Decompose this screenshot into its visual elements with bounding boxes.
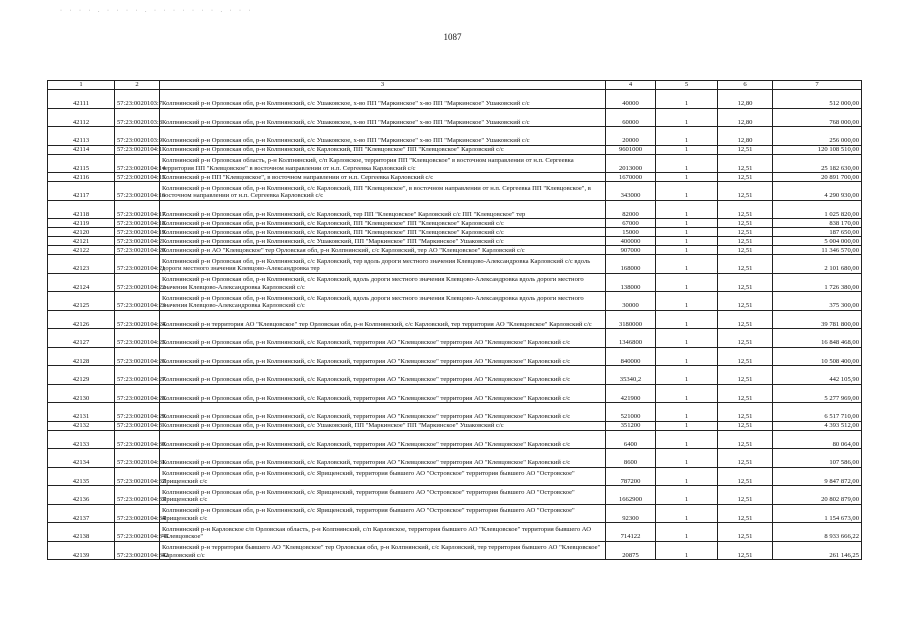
cadastral-cost: 375 300,00 (773, 292, 862, 311)
row-number: 42113 (48, 127, 115, 146)
share-value: 1 (656, 154, 718, 173)
share-value: 1 (656, 90, 718, 109)
row-number: 42119 (48, 219, 115, 228)
row-number: 42126 (48, 310, 115, 329)
cadastral-cost: 39 781 800,00 (773, 310, 862, 329)
row-number: 42117 (48, 182, 115, 201)
table-row (48, 273, 862, 292)
rate-value: 12,80 (718, 90, 773, 109)
area-value: 714122 (606, 523, 656, 542)
address: Колпнянский р-н Орловская обл, р-н Колпнянский, с/с Карловский, ПП "Клевцовское" ПП "Клевцовское" Карловский с/с (160, 219, 606, 228)
share-value: 1 (656, 237, 718, 246)
share-value: 1 (656, 182, 718, 201)
rate-value: 12,51 (718, 255, 773, 274)
area-value: 3180000 (606, 310, 656, 329)
cadastral-number: 57:23:0020104:19 (115, 228, 160, 237)
row-number: 42111 (48, 90, 115, 109)
col-header-2: 2 (115, 81, 160, 90)
scan-artifacts: · · · · . · · · · . · · · · · · · . · · · (60, 8, 254, 14)
address: Колпнянский р-н Орловская обл, р-н Колпнянский, с/с Карловский, ПП "Клевцовское", в восточном направлении от н.п. Сергеевка ПП "Клевцовское", в восточном направлении от н.п. Сергеевка Карловский с/с (160, 182, 606, 201)
row-number: 42128 (48, 347, 115, 366)
area-value: 400000 (606, 237, 656, 246)
row-number: 42118 (48, 200, 115, 219)
cadastral-cost: 261 146,25 (773, 541, 862, 560)
share-value: 1 (656, 347, 718, 366)
rate-value: 12,51 (718, 486, 773, 505)
share-value: 1 (656, 246, 718, 255)
table-row (48, 292, 862, 311)
area-value: 9601000 (606, 145, 656, 154)
cadastral-cost: 1 726 380,00 (773, 273, 862, 292)
table-row (48, 329, 862, 348)
rate-value: 12,51 (718, 200, 773, 219)
col-header-3: 3 (160, 81, 606, 90)
cadastral-cost: 20 802 879,00 (773, 486, 862, 505)
land-register-table (47, 80, 862, 560)
address: Колпнянский р-н Орловская обл, р-н Колпнянский, с/с Ярищенский, территория бывшего АО "Островское" территория бывшего АО "Островское" Ярищенский с/с (160, 467, 606, 486)
cadastral-cost: 4 393 512,00 (773, 421, 862, 430)
table-row (48, 347, 862, 366)
rate-value: 12,51 (718, 173, 773, 182)
cadastral-cost: 5 277 969,00 (773, 384, 862, 403)
address: Колпнянский р-н Орловская обл, р-н Колпнянский, с/с Карловский, территория АО "Клевцовское" территория АО "Клевцовское" Карловский с/с (160, 430, 606, 449)
cadastral-number: 57:23:0020104:342 (115, 541, 160, 560)
share-value: 1 (656, 449, 718, 468)
share-value: 1 (656, 108, 718, 127)
rate-value: 12,51 (718, 182, 773, 201)
table-row (48, 237, 862, 246)
address: Колпнянский р-н территория бывшего АО "Клевцовское" тер Орловская обл, р-н Колпнянский, с/с Карловский, тер территория бывшего АО "Клевцовское" Карловский с/с (160, 541, 606, 560)
share-value: 1 (656, 200, 718, 219)
rate-value: 12,51 (718, 541, 773, 560)
cadastral-cost: 10 508 400,00 (773, 347, 862, 366)
address: Колпнянский р-н ПП "Клевцовское", в восточном направлении от н.п. Сергеевка Карловский с/с (160, 173, 606, 182)
cadastral-cost: 107 586,00 (773, 449, 862, 468)
cadastral-cost: 1 025 820,00 (773, 200, 862, 219)
rate-value: 12,51 (718, 384, 773, 403)
area-value: 907000 (606, 246, 656, 255)
share-value: 1 (656, 292, 718, 311)
area-value: 20000 (606, 127, 656, 146)
col-header-5: 5 (656, 81, 718, 90)
share-value: 1 (656, 384, 718, 403)
table-row (48, 449, 862, 468)
address: Колпнянский р-н Орловская обл, р-н Колпнянский, с/с Ярищенский, территория бывшего АО "Островское" территория бывшего АО "Островское" Ярищенский с/с (160, 486, 606, 505)
cadastral-number: 57:23:0020104:34 (115, 504, 160, 523)
address: Колпнянский р-н Орловская обл, р-н Колпнянский, с/с Карловский, территория АО "Клевцовское" территория АО "Клевцовское" Карловский с/с (160, 384, 606, 403)
row-number: 42137 (48, 504, 115, 523)
address: Колпнянский р-н Орловская обл, р-н Колпнянский, с/с Карловский, территория АО "Клевцовское" территория АО "Клевцовское" Карловский с/с (160, 329, 606, 348)
cadastral-number: 57:23:0020104:23 (115, 292, 160, 311)
rate-value: 12,80 (718, 127, 773, 146)
address: Колпнянский р-н Орловская обл, р-н Колпнянский, с/с Карловский, ПП "Клевцовское" ПП "Клевцовское" Карловский с/с (160, 228, 606, 237)
cadastral-cost: 1 154 673,00 (773, 504, 862, 523)
share-value: 1 (656, 219, 718, 228)
row-number: 42122 (48, 246, 115, 255)
row-number: 42131 (48, 403, 115, 422)
area-value: 67000 (606, 219, 656, 228)
cadastral-cost: 838 170,00 (773, 219, 862, 228)
address: Колпнянский р-н АО "Клевцовское" тер Орловская обл, р-н Колпнянский, с/с Карловский, тер АО "Клевцовское" Карловский с/с (160, 246, 606, 255)
rate-value: 12,51 (718, 403, 773, 422)
cadastral-number: 57:23:0020104:26 (115, 347, 160, 366)
cadastral-number: 57:23:0020104:18 (115, 219, 160, 228)
table-row (48, 504, 862, 523)
address: Колпнянский р-н Орловская обл, р-н Колпнянский, с/с Карловский, тер вдоль дороги местного значения Клевцово-Александровка Карловский с/с вдоль дороги местного значения Клевцово-Александровка тер (160, 255, 606, 274)
cadastral-number: 57:23:0020104:2 (115, 237, 160, 246)
share-value: 1 (656, 310, 718, 329)
row-number: 42135 (48, 467, 115, 486)
cadastral-number: 57:23:0020104:20 (115, 246, 160, 255)
share-value: 1 (656, 504, 718, 523)
rate-value: 12,51 (718, 347, 773, 366)
address: Колпнянский р-н Орловская обл, р-н Колпнянский, с/с Ушаковское, х-во ПП "Маркинское" х-во ПП "Маркинское" Ушаковский с/с (160, 108, 606, 127)
cadastral-cost: 16 848 468,00 (773, 329, 862, 348)
cadastral-number: 57:23:0020104:17 (115, 200, 160, 219)
area-value: 35340,2 (606, 366, 656, 385)
table-body (48, 90, 862, 560)
cadastral-number: 57:23:0020104:31 (115, 449, 160, 468)
cadastral-cost: 8 933 666,22 (773, 523, 862, 542)
rate-value: 12,51 (718, 421, 773, 430)
address: Колпнянский р-н Орловская обл, р-н Колпнянский, с/с Карловский, территория АО "Клевцовское" территория АО "Клевцовское" Карловский с/с (160, 449, 606, 468)
table-row (48, 384, 862, 403)
rate-value: 12,51 (718, 237, 773, 246)
table-row (48, 486, 862, 505)
rate-value: 12,51 (718, 246, 773, 255)
share-value: 1 (656, 541, 718, 560)
address: Колпнянский р-н Орловская обл, р-н Колпнянский, с/с Ушаковский, ПП "Маркинское" ПП "Маркинское" Ушаковский с/с (160, 421, 606, 430)
address: Колпнянский р-н территория АО "Клевцовское" тер Орловская обл, р-н Колпнянский, с/с Карловский, тер территория АО "Клевцовское" Карловский с/с (160, 310, 606, 329)
rate-value: 12,51 (718, 228, 773, 237)
row-number: 42124 (48, 273, 115, 292)
table-row (48, 145, 862, 154)
cadastral-number: 57:23:0020104:21 (115, 255, 160, 274)
area-value: 92300 (606, 504, 656, 523)
cadastral-cost: 512 000,00 (773, 90, 862, 109)
table-row (48, 173, 862, 182)
area-value: 787200 (606, 467, 656, 486)
cadastral-number: 57:23:0020104:22 (115, 273, 160, 292)
row-number: 42116 (48, 173, 115, 182)
table-row (48, 421, 862, 430)
cadastral-cost: 768 000,00 (773, 108, 862, 127)
share-value: 1 (656, 430, 718, 449)
cadastral-number: 57:23:0020104:25 (115, 329, 160, 348)
address: Колпнянский р-н Орловская обл, р-н Колпнянский, с/с Карловский, вдоль дороги местного значения Клевцово-Александровка вдоль дороги местного значения Клевцово-Александровка Карловский с/с (160, 292, 606, 311)
area-value: 2013000 (606, 154, 656, 173)
table-row (48, 523, 862, 542)
cadastral-number: 57:23:0020104:3 (115, 421, 160, 430)
address: Колпнянский р-н Орловская обл, р-н Колпнянский, с/с Карловский, тер ПП "Клевцовское" Карловский с/с ПП "Клевцовское" тер (160, 200, 606, 219)
area-value: 8600 (606, 449, 656, 468)
share-value: 1 (656, 523, 718, 542)
rate-value: 12,51 (718, 329, 773, 348)
table-row (48, 403, 862, 422)
cadastral-number: 57:23:0020104:24 (115, 310, 160, 329)
rate-value: 12,51 (718, 310, 773, 329)
area-value: 343000 (606, 182, 656, 201)
address: Колпнянский р-н Орловская обл, р-н Колпнянский, с/с Ярищенский, территория бывшего АО "Островское" территория бывшего АО "Островское" Ярищенский с/с (160, 504, 606, 523)
row-number: 42138 (48, 523, 115, 542)
col-header-4: 4 (606, 81, 656, 90)
row-number: 42112 (48, 108, 115, 127)
table-row (48, 219, 862, 228)
row-number: 42132 (48, 421, 115, 430)
cadastral-number: 57:23:0020104:14 (115, 154, 160, 173)
row-number: 42133 (48, 430, 115, 449)
table-row (48, 127, 862, 146)
row-number: 42134 (48, 449, 115, 468)
area-value: 521000 (606, 403, 656, 422)
address: Колпнянский р-н Орловская обл, р-н Колпнянский, с/с Карловский, территория АО "Клевцовское" территория АО "Клевцовское" Карловский с/с (160, 403, 606, 422)
table-row (48, 541, 862, 560)
table-row (48, 255, 862, 274)
table-row (48, 228, 862, 237)
cadastral-number: 57:23:0020104:32 (115, 467, 160, 486)
rate-value: 12,51 (718, 467, 773, 486)
rate-value: 12,51 (718, 366, 773, 385)
share-value: 1 (656, 173, 718, 182)
cadastral-number: 57:23:0020103:7 (115, 90, 160, 109)
rate-value: 12,51 (718, 523, 773, 542)
cadastral-number: 57:23:0020104:341 (115, 523, 160, 542)
share-value: 1 (656, 329, 718, 348)
address: Колпнянский р-н Орловская обл, р-н Колпнянский, с/с Карловский, территория АО "Клевцовское" территория АО "Клевцовское" Карловский с/с (160, 366, 606, 385)
table-row (48, 310, 862, 329)
cadastral-cost: 2 101 680,00 (773, 255, 862, 274)
share-value: 1 (656, 467, 718, 486)
table-row (48, 154, 862, 173)
row-number: 42115 (48, 154, 115, 173)
cadastral-number: 57:23:0020104:30 (115, 430, 160, 449)
cadastral-cost: 25 182 630,00 (773, 154, 862, 173)
area-value: 40000 (606, 90, 656, 109)
rate-value: 12,51 (718, 292, 773, 311)
area-value: 1662900 (606, 486, 656, 505)
cadastral-number: 57:23:0020104:15 (115, 173, 160, 182)
cadastral-cost: 187 650,00 (773, 228, 862, 237)
rate-value: 12,51 (718, 145, 773, 154)
row-number: 42125 (48, 292, 115, 311)
cadastral-number: 57:23:0020104:27 (115, 366, 160, 385)
col-header-1: 1 (48, 81, 115, 90)
area-value: 351200 (606, 421, 656, 430)
area-value: 30000 (606, 292, 656, 311)
rate-value: 12,80 (718, 108, 773, 127)
row-number: 42127 (48, 329, 115, 348)
area-value: 1346800 (606, 329, 656, 348)
cadastral-number: 57:23:0020103:8 (115, 108, 160, 127)
cadastral-number: 57:23:0020104:1 (115, 145, 160, 154)
row-number: 42129 (48, 366, 115, 385)
area-value: 168000 (606, 255, 656, 274)
rate-value: 12,51 (718, 430, 773, 449)
area-value: 20875 (606, 541, 656, 560)
col-header-6: 6 (718, 81, 773, 90)
address: Колпнянский р-н Орловская обл, р-н Колпнянский, с/с Карловский, вдоль дороги местного значения Клевцово-Александровка вдоль дороги местного значения Клевцово-Александровка Карловский с/с (160, 273, 606, 292)
share-value: 1 (656, 255, 718, 274)
address: Колпнянский р-н Орловская обл, р-н Колпнянский, с/с Карловский, территория АО "Клевцовское" территория АО "Клевцовское" Карловский с/с (160, 347, 606, 366)
table-row (48, 182, 862, 201)
cadastral-cost: 6 517 710,00 (773, 403, 862, 422)
area-value: 138000 (606, 273, 656, 292)
area-value: 6400 (606, 430, 656, 449)
cadastral-cost: 5 004 000,00 (773, 237, 862, 246)
cadastral-number: 57:23:0020104:29 (115, 403, 160, 422)
cadastral-number: 57:23:0020104:16 (115, 182, 160, 201)
row-number: 42123 (48, 255, 115, 274)
cadastral-cost: 120 108 510,00 (773, 145, 862, 154)
rate-value: 12,51 (718, 504, 773, 523)
page-number: 1087 (443, 32, 462, 42)
header-row (48, 81, 862, 90)
area-value: 1670000 (606, 173, 656, 182)
cadastral-cost: 20 891 700,00 (773, 173, 862, 182)
address: Колпнянский р-н Орловская обл, р-н Колпнянский, с/с Ушаковский, ПП "Маркинское" ПП "Маркинское" Ушаковский с/с (160, 237, 606, 246)
row-number: 42120 (48, 228, 115, 237)
cadastral-cost: 4 290 930,00 (773, 182, 862, 201)
area-value: 82000 (606, 200, 656, 219)
share-value: 1 (656, 421, 718, 430)
area-value: 15000 (606, 228, 656, 237)
cadastral-number: 57:23:0020104:28 (115, 384, 160, 403)
table-row (48, 246, 862, 255)
table-row (48, 467, 862, 486)
cadastral-cost: 80 064,00 (773, 430, 862, 449)
table-row (48, 108, 862, 127)
rate-value: 12,51 (718, 449, 773, 468)
table-row (48, 366, 862, 385)
col-header-7: 7 (773, 81, 862, 90)
share-value: 1 (656, 145, 718, 154)
row-number: 42130 (48, 384, 115, 403)
area-value: 421900 (606, 384, 656, 403)
rate-value: 12,51 (718, 154, 773, 173)
cadastral-cost: 442 105,90 (773, 366, 862, 385)
address: Колпнянский р-н Орловская обл, р-н Колпнянский, с/с Ушаковское, х-во ПП "Маркинское" х-во ПП "Маркинское" Ушаковский с/с (160, 127, 606, 146)
share-value: 1 (656, 366, 718, 385)
share-value: 1 (656, 273, 718, 292)
area-value: 840000 (606, 347, 656, 366)
table-row (48, 90, 862, 109)
address: Колпнянский р-н Орловская обл, р-н Колпнянский, с/с Ушаковское, х-во ПП "Маркинское" х-во ПП "Маркинское" Ушаковский с/с (160, 90, 606, 109)
share-value: 1 (656, 127, 718, 146)
address: Колпнянский р-н Орловская область, р-н Колпнянский, с/п Карловское, территория ПП "Клевцовское" в восточном направлении от н.п. Сергеевка территория ПП "Клевцовское" в восточном направлении от н.п. Сергеевка Карловский с/с (160, 154, 606, 173)
row-number: 42139 (48, 541, 115, 560)
row-number: 42121 (48, 237, 115, 246)
cadastral-cost: 256 000,00 (773, 127, 862, 146)
area-value: 60000 (606, 108, 656, 127)
cadastral-cost: 11 346 570,00 (773, 246, 862, 255)
cadastral-number: 57:23:0020104:33 (115, 486, 160, 505)
cadastral-number: 57:23:0020103:9 (115, 127, 160, 146)
share-value: 1 (656, 403, 718, 422)
table-row (48, 430, 862, 449)
rate-value: 12,51 (718, 219, 773, 228)
table-row (48, 200, 862, 219)
share-value: 1 (656, 486, 718, 505)
row-number: 42114 (48, 145, 115, 154)
row-number: 42136 (48, 486, 115, 505)
address: Колпнянский р-н Карловское с/п Орловская область, р-н Колпнянский, с/п Карловское, территория бывшего АО "Клевцовское" территория бывшего АО "Клевцовское" (160, 523, 606, 542)
cadastral-cost: 9 847 872,00 (773, 467, 862, 486)
address: Колпнянский р-н Орловская обл, р-н Колпнянский, с/с Карловский, ПП "Клевцовское" ПП "Клевцовское" Карловский с/с (160, 145, 606, 154)
rate-value: 12,51 (718, 273, 773, 292)
share-value: 1 (656, 228, 718, 237)
